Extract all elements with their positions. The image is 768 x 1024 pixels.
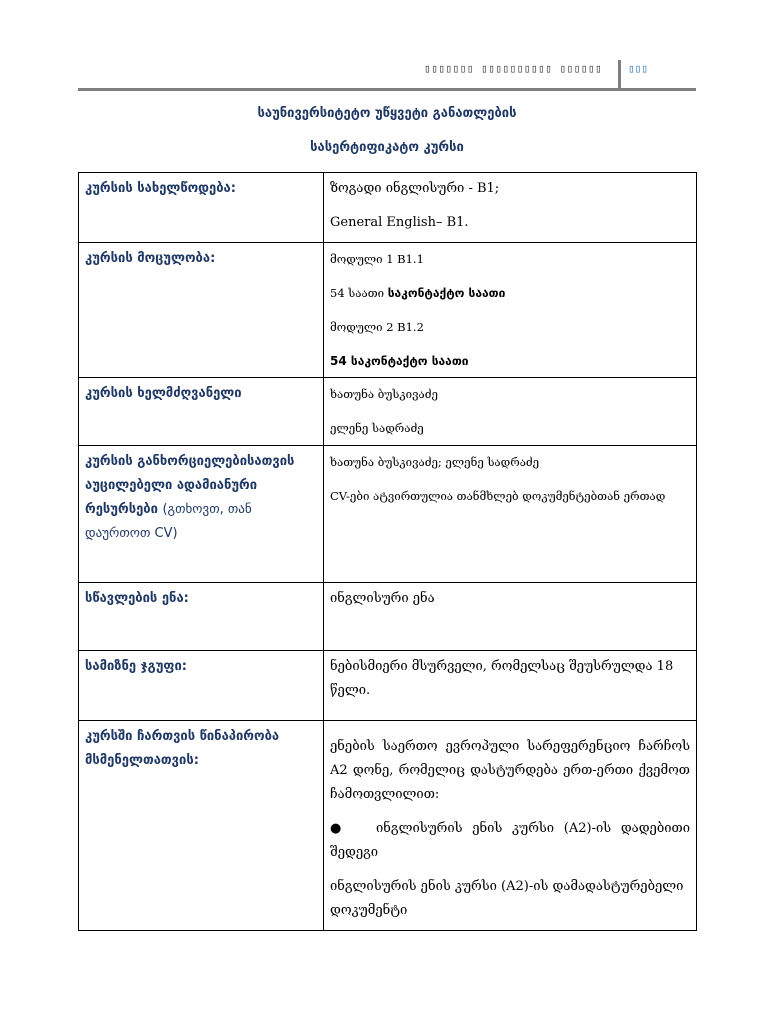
human-resources-label: [79, 446, 324, 583]
human-resources-note: (გთხოვთ, თან დაურთოთ CV): [85, 502, 252, 541]
prerequisite-option-2: ინგლისურის ენის კურსი (A2)-ის დამადასტურებელი დოკუმენტი: [330, 879, 684, 918]
table-row: [79, 243, 697, 378]
bullet-icon: ●: [330, 821, 347, 836]
course-leader-label: კურსის ხელმძღვანელი: [79, 378, 324, 446]
human-resources-value: [324, 446, 697, 583]
target-group-label: სამიზნე ჯგუფი:: [79, 651, 324, 721]
course-name-ka: ზოგადი ინგლისური - B1;: [330, 181, 500, 196]
module2: მოდული 2 B1.2: [330, 320, 424, 334]
leader-person-1: ხათუნა ბუსკივაძე: [330, 387, 438, 401]
running-header: ▯▯▯▯▯▯▯ ▯▯▯▯▯▯▯▯▯▯ ▯▯▯▯▯▯: [424, 62, 603, 75]
header-rule: [78, 88, 696, 91]
teaching-language-label: სწავლების ენა:: [79, 583, 324, 651]
module1-hours: [330, 281, 690, 305]
module2-hours: 54 საკონტაქტო საათი: [330, 354, 469, 368]
prerequisite-value: [324, 721, 697, 931]
course-info-table: [78, 172, 697, 931]
course-name-en: General English– B1.: [330, 215, 469, 230]
prerequisite-label: კურსში ჩართვის წინაპირობა მსმენელთათვის:: [79, 721, 324, 931]
course-volume-value: [324, 243, 697, 378]
prerequisite-option-1: [330, 817, 690, 865]
module1: მოდული 1 B1.1: [330, 252, 424, 266]
course-leader-value: [324, 378, 697, 446]
page-number: ▯▯▯: [628, 62, 648, 75]
table-row: [79, 651, 697, 721]
table-row: [79, 583, 697, 651]
table-row: [79, 378, 697, 446]
prerequisite-option-1-text: ინგლისურის ენის კურსი (A2)-ის დადებითი შედეგი: [330, 821, 690, 860]
table-row: [79, 721, 697, 931]
human-resources-label-text: კურსის განხორციელებისათვის აუცილებელი ადამიანური რესურსები: [85, 454, 295, 517]
course-name-label: კურსის სახელწოდება:: [79, 173, 324, 243]
document-title-line1: საუნივერსიტეტო უწყვეტი განათლების: [257, 106, 517, 121]
table-row: [79, 173, 697, 243]
prerequisite-intro: ენების საერთო ევროპული სარეფერენციო ჩარჩოს A2 დონე, რომელიც დასტურდება ერთ-ერთი ქვემოთ ჩამოთვლილით:: [330, 739, 690, 802]
course-name-value: [324, 173, 697, 243]
header-divider: [618, 60, 621, 88]
leader-person-2: ელენე სადრაძე: [330, 421, 424, 435]
course-volume-label: კურსის მოცულობა:: [79, 243, 324, 378]
resources-cv-note: CV-ები ატვირთულია თანმხლებ დოკუმენტებთან ერთად: [330, 489, 666, 503]
module1-hours-type: საკონტაქტო საათი: [387, 286, 506, 300]
table-row: [79, 446, 697, 583]
module1-hours-number: 54 საათი: [330, 286, 385, 300]
teaching-language-value: ინგლისური ენა: [324, 583, 697, 651]
target-group-value: ნებისმიერი მსურველი, რომელსაც შეუსრულდა 18 წელი.: [324, 651, 697, 721]
resources-names: ხათუნა ბუსკივაძე; ელენე სადრაძე: [330, 455, 540, 469]
document-title-line2: სასერტიფიკატო კურსი: [310, 140, 464, 155]
